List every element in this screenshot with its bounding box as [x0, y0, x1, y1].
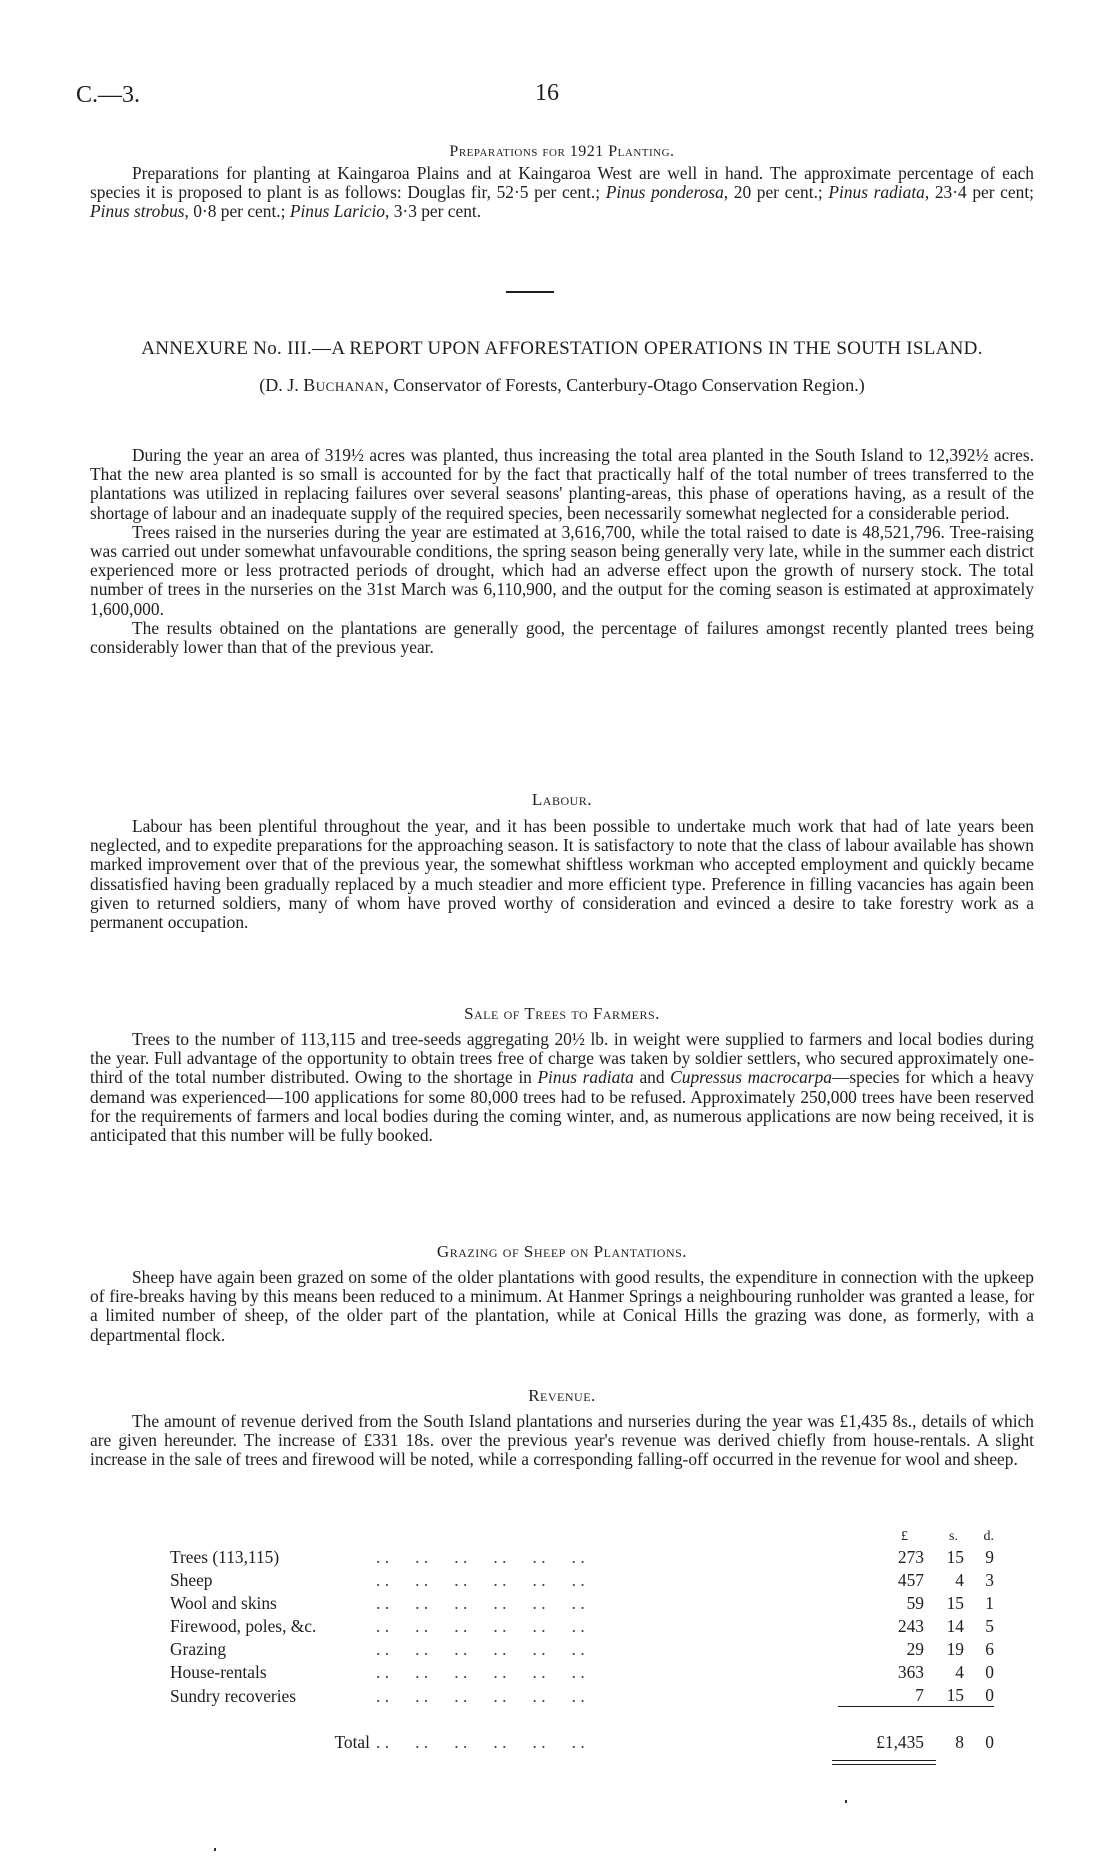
total-pence: 0 — [985, 1732, 994, 1752]
row-label: Sheep — [170, 1570, 213, 1590]
intro-section — [90, 446, 1034, 657]
row-pounds: 457 — [897, 1570, 924, 1590]
sale-heading: Sale of Trees to Farmers. — [464, 1004, 660, 1023]
shillings-header: s. — [949, 1529, 958, 1544]
total-double-rule — [832, 1760, 936, 1765]
leader-dots: . . . . . . . . . . . . — [376, 1593, 585, 1613]
intro-paragraph-1: During the year an area of 319½ acres was planted, thus increasing the total area planted in the South Island to 12,392½ acres. That the new area planted is so small is accounted for by the fact that practically half of the total number of trees transferred to the plantations was utilized in replacing failures over several seasons' planting-areas, this phase of operations having, as a result of the shortage of labour and an inadequate supply of the required species, been necessarily somewhat neglected for a considerable period. — [90, 445, 1034, 523]
row-pence: 0 — [985, 1662, 994, 1682]
row-pounds: 243 — [897, 1616, 924, 1636]
row-shillings: 19 — [946, 1639, 964, 1659]
prep-section — [90, 143, 1034, 222]
row-shillings: 14 — [946, 1616, 964, 1636]
total-label: Total — [334, 1732, 370, 1752]
row-pounds: 59 — [906, 1593, 924, 1613]
leader-dots: . . . . . . . . . . . . — [376, 1662, 585, 1682]
grazing-paragraph: Sheep have again been grazed on some of the older plantations with good results, the expenditure in connection with the upkeep of fire-breaks having by this means been reduced to a minimum. At Hanmer Springs a neighbouring runholder was granted a lease, for a limited number of sheep, of the older part of the plantation, while at Conical Hills the grazing was done, as formerly, with a departmental flock. — [90, 1267, 1034, 1345]
prep-heading: Preparations for 1921 Planting. — [449, 143, 675, 160]
annex-section — [90, 338, 1034, 396]
leader-dots: . . . . . . . . . . . . — [376, 1570, 585, 1590]
labour-heading: Labour. — [531, 790, 593, 809]
revenue-section — [90, 1386, 1034, 1470]
table-row — [170, 1637, 994, 1660]
total-row — [170, 1730, 994, 1753]
labour-paragraph: Labour has been plentiful throughout the year, and it has been possible to undertake much work that had of late years been neglected, and to expedite preparations for the approaching season. It is satisfactory to note that the class of labour available has shown marked improvement over that of the previous year, the somewhat shiftless workman who accepted employment and quickly became dissatisfied having been gradually replaced by a much steadier and more efficient type. Preference in filling vacancies has again been given to returned soldiers, many of whom have proved worthy of consideration and evinced a desire to take forestry work as a permanent occupation. — [90, 816, 1034, 933]
row-label: Grazing — [170, 1639, 227, 1659]
subtotal-rule — [838, 1707, 994, 1731]
row-pence: 9 — [985, 1547, 994, 1567]
total-pounds: £1,435 — [876, 1732, 924, 1752]
row-pounds: 363 — [897, 1662, 924, 1682]
row-pence: 5 — [985, 1616, 994, 1636]
row-pence: 1 — [985, 1593, 994, 1613]
row-label: Firewood, poles, &c. — [170, 1616, 317, 1636]
intro-paragraph-2: Trees raised in the nurseries during the year are estimated at 3,616,700, while the total raised to date is 48,521,796. Tree-raising was carried out under somewhat unfavourable conditions, the spring season being generally very late, while in the summer each district experienced more or less protracted periods of drought, which had an adverse effect upon the growth of nursery stock. The total number of trees in the nurseries on the 31st March was 6,110,900, and the output for the coming season is estimated at approximately 1,600,000. — [90, 521, 1034, 619]
row-label: Trees (113,115) — [170, 1547, 280, 1567]
row-label: Sundry recoveries — [170, 1685, 297, 1706]
table-row — [170, 1591, 994, 1614]
page-number: 16 — [535, 80, 559, 106]
row-shillings: 15 — [946, 1593, 964, 1613]
leader-dots: . . . . . . . . . . . . — [376, 1547, 585, 1567]
sale-paragraph: Trees to the number of 113,115 and tree-seeds aggregating 20½ lb. in weight were supplied to farmers and local bodies during the year. Full advantage of the opportunity to obtain trees free of charge was taken by soldier settlers, who secured approximately one-third of the total number distributed. Owing to the shortage in Pinus radiata and Cupressus macrocarpa—species for which a heavy demand was experienced—100 applications for some 80,000 trees had to be refused. Approximately 250,000 trees have been reserved for the requirements of farmers and local bodies during the coming winter, and, as numerous applications are now being received, it is anticipated that this number will be fully booked. — [90, 1029, 1034, 1146]
revenue-paragraph: The amount of revenue derived from the South Island plantations and nurseries during the year was £1,435 8s., details of which are given hereunder. The increase of £331 18s. over the previous year's revenue was derived chiefly from house-rentals. A slight increase in the sale of trees and firewood will be noted, while a corresponding falling-off occurred in the revenue for wool and sheep. — [90, 1411, 1034, 1470]
labour-section — [90, 790, 1034, 932]
row-shillings: 4 — [955, 1662, 964, 1682]
grazing-heading: Grazing of Sheep on Plantations. — [436, 1242, 688, 1261]
row-pence: 3 — [985, 1570, 994, 1590]
leader-dots: . . . . . . . . . . . . — [376, 1685, 585, 1706]
leader-dots: . . . . . . . . . . . . — [376, 1616, 585, 1636]
print-speck — [214, 1848, 216, 1851]
annex-title: ANNEXURE No. III.—A REPORT UPON AFFORESTATION OPERATIONS IN THE SOUTH ISLAND. — [141, 338, 983, 359]
row-pounds: 7 — [915, 1685, 924, 1705]
pence-header: d. — [983, 1529, 994, 1544]
prep-paragraph: Preparations for planting at Kaingaroa Plains and at Kaingaroa West are well in hand. The approximate percentage of each species it is proposed to plant is as follows: Douglas fir, 52·5 per cent.; Pinus ponderosa, 20 per cent.; Pinus radiata, 23·4 per cent; Pinus strobus, 0·8 per cent.; Pinus Laricio, 3·3 per cent. — [90, 163, 1034, 222]
revenue-table — [170, 1522, 994, 1753]
sale-section — [90, 1004, 1034, 1145]
leader-dots: . . . . . . . . . . . . — [376, 1732, 585, 1752]
report-code: C.—3. — [76, 82, 141, 108]
row-shillings: 15 — [946, 1685, 964, 1705]
section-divider — [506, 291, 554, 293]
table-row — [170, 1660, 994, 1683]
intro-paragraph-3: The results obtained on the plantations are generally good, the percentage of failures amongst recently planted trees being considerably lower than that of the previous year. — [90, 617, 1034, 658]
revenue-heading: Revenue. — [528, 1386, 596, 1405]
row-pence: 0 — [985, 1685, 994, 1705]
revenue-table-header — [170, 1522, 994, 1545]
leader-dots: . . . . . . . . . . . . — [376, 1639, 585, 1659]
row-pence: 6 — [985, 1639, 994, 1659]
row-shillings: 15 — [946, 1547, 964, 1567]
row-label: House-rentals — [170, 1662, 267, 1682]
row-shillings: 4 — [955, 1570, 964, 1590]
table-row — [170, 1683, 994, 1707]
grazing-section — [90, 1242, 1034, 1345]
row-pounds: 273 — [897, 1547, 924, 1567]
table-row — [170, 1568, 994, 1591]
row-pounds: 29 — [906, 1639, 924, 1659]
row-label: Wool and skins — [170, 1593, 277, 1613]
annex-byline: (D. J. Buchanan, Conservator of Forests, Canterbury-Otago Conservation Region.) — [259, 375, 865, 395]
pounds-header: £ — [901, 1529, 908, 1544]
total-shillings: 8 — [955, 1732, 964, 1752]
table-row — [170, 1545, 994, 1568]
table-row — [170, 1614, 994, 1637]
print-speck — [845, 1800, 847, 1803]
